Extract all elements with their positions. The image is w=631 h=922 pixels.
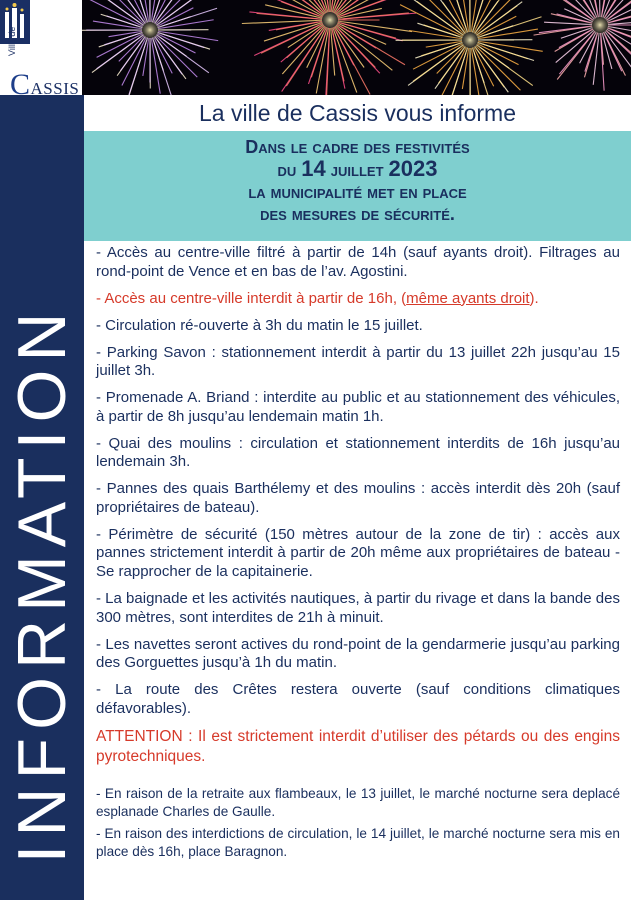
title-line-4: des mesures de sécurité. (84, 203, 631, 225)
firework-core (136, 16, 164, 44)
title-date-month: juillet (331, 160, 384, 180)
logo-cassis-text (10, 68, 79, 95)
title-line-3: la municipalité met en place (84, 181, 631, 203)
list-item-highlighted (96, 290, 620, 309)
firework-core (586, 11, 614, 39)
title-box (84, 131, 631, 241)
red-item-paren-close: ). (530, 290, 539, 307)
page-subtitle: La ville de Cassis vous informe (84, 95, 631, 131)
red-item-underlined: même ayants droit (406, 290, 529, 307)
logo-cassis-initial: C (10, 68, 31, 95)
fireworks-image (0, 0, 631, 95)
logo-cassis-rest: ASSIS (31, 79, 80, 95)
firework-core (316, 6, 344, 34)
red-item-text: - Accès au centre-ville interdit à partir de 16h, (96, 290, 401, 307)
firework-core (456, 26, 484, 54)
list-item: - Les navettes seront actives du rond-point de la gendarmerie jusqu’au parking des Gorguettes jusqu’à 1h du matin. (96, 636, 620, 673)
measures-list (96, 244, 620, 865)
list-item: - Pannes des quais Barthélemy et des moulins : accès interdit dès 20h (sauf propriétaires de bateau). (96, 480, 620, 517)
list-item: - Quai des moulins : circulation et stationnement interdits de 16h jusqu’au lendemain 3h. (96, 435, 620, 472)
red-item-paren-open: ( (401, 290, 406, 307)
sidebar-information-word: INFORMATION (8, 246, 76, 922)
title-line-2 (84, 158, 631, 181)
header-banner (0, 0, 631, 95)
list-item: - Accès au centre-ville filtré à partir de 14h (sauf ayants droit). Filtrages au rond-point de Vence et en bas de l’av. Agostini. (96, 244, 620, 281)
title-date-day: 14 (301, 156, 325, 181)
note-item: - En raison des interdictions de circulation, le 14 juillet, le marché nocturne sera mis en place dès 16h, place Baragnon. (96, 825, 620, 861)
list-item: - Circulation ré-ouverte à 3h du matin le 15 juillet. (96, 317, 620, 336)
title-line-1: Dans le cadre des festivités (84, 136, 631, 158)
sidebar (0, 95, 84, 900)
title-line-2-prefix: du (278, 160, 297, 180)
list-item: - La baignade et les activités nautiques, à partir du rivage et dans la bande des 300 mètres, sont interdites de 21h à minuit. (96, 590, 620, 627)
city-logo (0, 0, 82, 95)
list-item: - Promenade A. Briand : interdite au public et au stationnement des véhicules, à partir de 8h jusqu’au lendemain matin 1h. (96, 389, 620, 426)
attention-warning: ATTENTION : Il est strictement interdit d’utiliser des pétards ou des engins pyrotechniques. (96, 727, 620, 767)
list-item: - Périmètre de sécurité (150 mètres autour de la zone de tir) : accès aux pannes strictement interdit à partir de 20h même aux propriétaires de bateau - Se rapprocher de la capitainerie. (96, 526, 620, 582)
note-item: - En raison de la retraite aux flambeaux, le 13 juillet, le marché nocturne sera deplacé esplanade Charles de Gaulle. (96, 785, 620, 821)
list-item: - La route des Crêtes restera ouverte (sauf conditions climatiques défavorables). (96, 681, 620, 718)
list-item: - Parking Savon : stationnement interdit à partir du 13 juillet 22h jusqu’au 15 juillet 3h. (96, 344, 620, 381)
logo-ville-text: Ville de (7, 27, 17, 56)
title-date-year: 2023 (389, 156, 438, 181)
